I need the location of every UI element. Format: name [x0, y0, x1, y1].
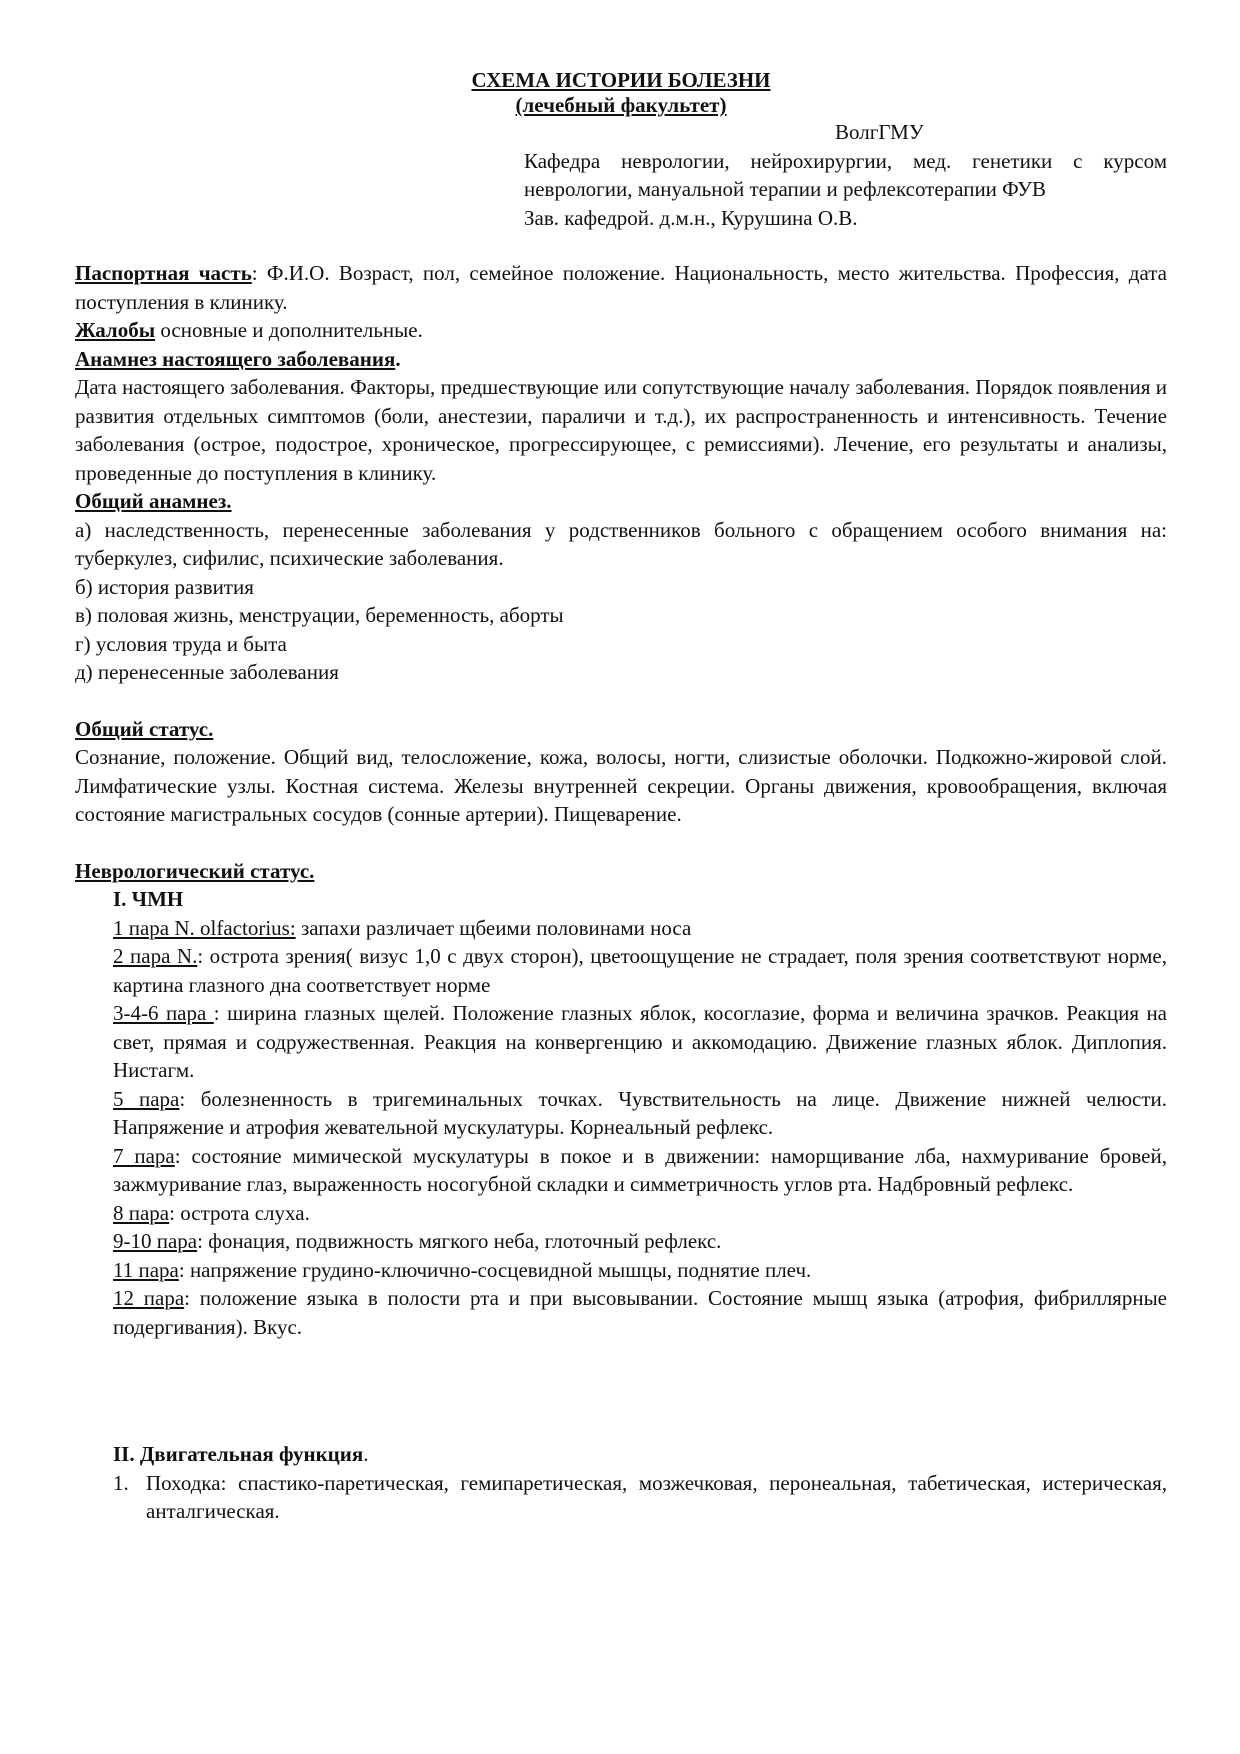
general-anamnesis-item: г) условия труда и быта	[75, 631, 287, 656]
cranial-nerve-pair	[75, 1284, 1167, 1341]
passport-section	[75, 259, 1167, 316]
cranial-nerve-pair	[75, 942, 1167, 999]
general-anamnesis-item: б) история развития	[75, 574, 254, 599]
general-status-title: Общий статус.	[75, 716, 214, 741]
general-anamnesis-item: в) половая жизнь, менструации, беременность, аборты	[75, 603, 564, 627]
university-name: ВолгГМУ	[835, 120, 924, 144]
cranial-nerve-pair	[75, 1085, 1167, 1142]
cranial-nerve-text: : напряжение грудино-ключично-сосцевидной мышцы, поднятие плеч.	[178, 1257, 812, 1282]
cranial-nerve-text: запахи различает щбеими половинами носа	[295, 915, 692, 940]
motor-function-title: II. Двигательная функция	[113, 1442, 364, 1466]
cranial-nerve-pair	[75, 914, 1167, 943]
document-title: СХЕМА ИСТОРИИ БОЛЕЗНИ	[471, 68, 771, 92]
cranial-nerve-text: : положение языка в полости рта и при высовывании. Состояние мышц языка (атрофия, фибриллярные подергивания). Вкус.	[113, 1286, 1167, 1339]
general-anamnesis-title: Общий анамнез.	[75, 489, 232, 513]
cranial-nerve-label: 11 пара	[113, 1257, 179, 1282]
motor-item-number: 1.	[113, 1470, 129, 1495]
cranial-nerve-label: 12 пара	[113, 1286, 185, 1310]
department-head: Зав. кафедрой. д.м.н., Курушина О.В.	[524, 205, 858, 230]
present-illness-title: Анамнез настоящего заболевания	[75, 346, 396, 371]
cranial-nerve-label: 2 пара N.	[113, 944, 198, 968]
motor-list-item	[75, 1469, 1167, 1526]
general-anamnesis-item: д) перенесенные заболевания	[75, 660, 339, 684]
general-anamnesis-item: а) наследственность, перенесенные заболевания у родственников больного с обращением особого внимания на: туберкулез, сифилис, психические заболевания.	[75, 517, 1167, 570]
cranial-nerves-title: I. ЧМН	[113, 887, 184, 911]
cranial-nerve-pair	[75, 1227, 1167, 1256]
passport-label: Паспортная часть	[75, 261, 252, 285]
motor-function-heading	[75, 1440, 1167, 1469]
motor-item-text: Походка: спастико-паретическая, гемипаретическая, мозжечковая, перонеальная, табетическая, истерическая, анталгическая.	[146, 1470, 1167, 1523]
cranial-nerve-label: 9-10 пара	[113, 1229, 198, 1253]
cranial-nerve-pair	[75, 1142, 1167, 1199]
present-illness-heading	[75, 345, 1167, 374]
general-status-text: Сознание, положение. Общий вид, телосложение, кожа, волосы, ногти, слизистые оболочки. Подкожно-жировой слой. Лимфатические узлы. Костная система. Железы внутренней секреции. Органы движения, кровообращения, включая состояние магистральных сосудов (сонные артерии). Пищеварение.	[75, 745, 1167, 826]
document-subtitle: (лечебный факультет)	[515, 93, 727, 117]
complaints-section	[75, 316, 1167, 345]
cranial-nerve-label: 1 пара N. olfactorius:	[113, 915, 296, 940]
department-block	[524, 118, 1167, 232]
cranial-nerve-text: : острота зрения( визус 1,0 с двух сторон), цветоощущение не страдает, поля зрения соответствуют норме, картина глазного дна соответствует норме	[113, 944, 1168, 997]
cranial-nerve-text: : ширина глазных щелей. Положение глазных яблок, косоглазие, форма и величина зрачков. Реакция на свет, прямая и содружественная. Реакция на конвергенцию и аккомодацию. Движение глазных яблок. Диплопия. Нистагм.	[113, 1001, 1167, 1082]
neuro-status-title: Неврологический статус.	[75, 858, 315, 883]
cranial-nerve-label: 5 пара	[113, 1086, 180, 1111]
cranial-nerve-label: 7 пара	[113, 1143, 175, 1168]
passport-text: : Ф.И.О. Возраст, пол, семейное положение. Национальность, место жительства. Профессия, дата поступления в клинику.	[75, 261, 1167, 314]
cranial-nerve-pair	[75, 999, 1167, 1085]
cranial-nerve-text: : болезненность в тригеминальных точках. Чувствительность на лице. Движение нижней челюсти. Напряжение и атрофия жевательной мускулатуры. Корнеальный рефлекс.	[113, 1086, 1167, 1139]
present-illness-text: Дата настоящего заболевания. Факторы, предшествующие или сопутствующие началу заболевания. Порядок появления и развития отдельных симптомов (боли, анестезии, параличи и т.д.), их распространенность и интенсивность. Течение заболевания (острое, подострое, хроническое, прогрессирующее, с ремиссиями). Лечение, его результаты и анализы, проведенные до поступления в клинику.	[75, 375, 1167, 485]
motor-function-title-tail: .	[363, 1442, 369, 1466]
department-name: Кафедра неврологии, нейрохирургии, мед. генетики с курсом неврологии, мануальной терапии и рефлексотерапии ФУВ	[524, 148, 1167, 201]
cranial-nerve-pair	[75, 1199, 1167, 1228]
complaints-text: основные и дополнительные.	[155, 318, 423, 342]
cranial-nerve-text: : фонация, подвижность мягкого неба, глоточный рефлекс.	[197, 1229, 722, 1253]
complaints-label: Жалобы	[75, 318, 156, 342]
cranial-nerve-text: : состояние мимической мускулатуры в покое и в движении: наморщивание лба, нахмуривание бровей, зажмуривание глаз, выраженность носогубной складки и симметричность углов рта. Надбровный рефлекс.	[113, 1143, 1167, 1196]
cranial-nerve-pair	[75, 1256, 1167, 1285]
cranial-nerve-label: 3-4-6 пара	[113, 1001, 214, 1025]
cranial-nerve-label: 8 пара	[113, 1200, 170, 1225]
cranial-nerve-text: : острота слуха.	[169, 1200, 310, 1225]
document-page	[75, 68, 1167, 1526]
present-illness-title-tail: .	[395, 346, 401, 371]
